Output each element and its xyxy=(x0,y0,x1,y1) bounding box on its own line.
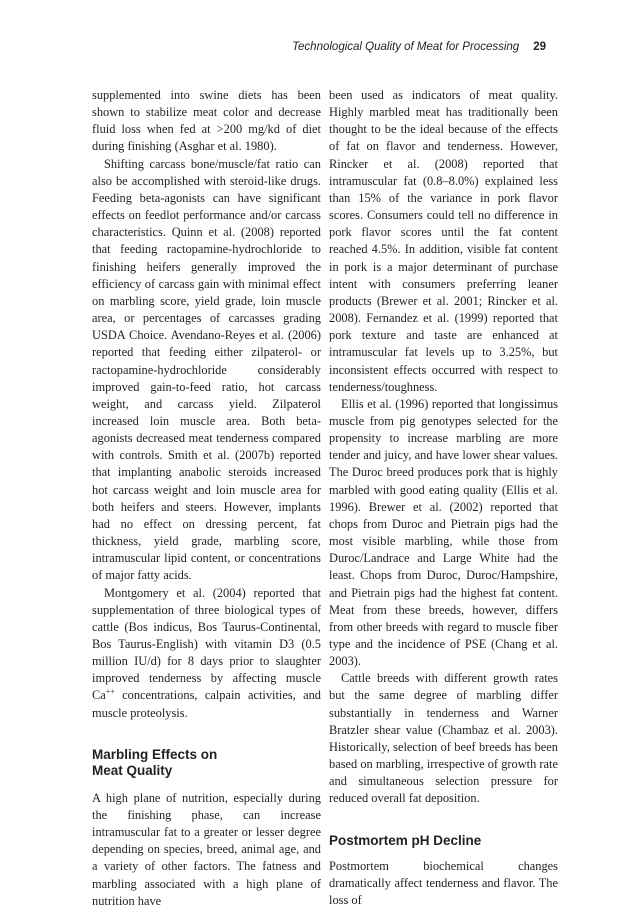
paragraph-text: Montgomery et al. (2004) reported that supplementation of three biological types of cattle (Bos indicus, Bos Taurus-Continental, Bos Taurus-English) with vitamin D3 (0.5 million IU/d) for 8 days prior to slaughter improved tenderness by affecting muscle Ca xyxy=(92,585,321,703)
right-column xyxy=(329,87,558,910)
section-heading-marbling xyxy=(92,747,321,780)
heading-line: Marbling Effects on xyxy=(92,746,218,762)
heading-line: Meat Quality xyxy=(92,763,173,779)
page-number: 29 xyxy=(533,41,546,53)
running-head xyxy=(92,40,546,54)
superscript-charge: ++ xyxy=(105,687,115,697)
paragraph xyxy=(92,585,321,722)
paragraph: supplemented into swine diets has been shown to stabilize meat color and decrease fluid loss when fed at >200 mg/kd of diet during finishing (Asghar et al. 1980). xyxy=(92,88,321,154)
paragraph: Ellis et al. (1996) reported that longissimus muscle from pig genotypes selected for the propensity to increase marbling are more tender and juicy, and have lower shear values. The Duroc breed produces pork that is highly marbled with good eating quality (Ellis et al. 1996). Brewer et al. (2002) reported that chops from Duroc and Pietrain pigs had the most visible marbling, while those from Duroc/Landrace and Large White had the least. Chops from Duroc, Duroc/Hampshire, and Pietrain pigs had the highest fat content. Meat from these breeds, however, differs from other breeds with regard to muscle fiber type and the incidence of PSE (Chang et al. 2003). xyxy=(329,396,558,669)
paragraph: A high plane of nutrition, especially during the finishing phase, can increase intramuscular fat to a greater or lesser degree depending on species, breed, animal age, and a variety of other factors. The fatness and marbling associated with a high plane of nutrition have xyxy=(92,790,321,908)
section-heading-postmortem-ph: Postmortem pH Decline xyxy=(329,832,482,848)
running-title: Technological Quality of Meat for Processing xyxy=(292,41,520,53)
paragraph: been used as indicators of meat quality. Highly marbled meat has traditionally been thought to be the ideal because of the effects of fat on flavor and tenderness. However, Rincker et al. (2008) reported that intramuscular fat (0.8–8.0%) explained less than 15% of the variance in pork flavor scores. Consumers could tell no difference in pork flavor scores until the fat content reached 4.5%. In addition, visible fat content in pork is a major determinant of purchase intent with consumers preferring leaner products (Brewer et al. 2001; Rincker et al. 2008). Fernandez et al. (1999) reported that pork texture and taste are enhanced at intramuscular fat levels up to 3.25%, but inconsistent effects occurred with respect to tenderness/toughness. xyxy=(329,88,558,394)
paragraph-text: concentrations, calpain activities, and muscle proteolysis. xyxy=(92,688,321,720)
paragraph: Cattle breeds with different growth rates but the same degree of marbling differ substantially in tenderness and Warner Bratzler shear value (Chambaz et al. 2003). Historically, selection of beef breeds has been based on marbling, irrespective of growth rate and simultaneous selection pressure for reduced overall fat deposition. xyxy=(329,671,558,806)
paragraph: Postmortem biochemical changes dramatically affect tenderness and flavor. The loss of xyxy=(329,859,558,908)
left-column xyxy=(92,87,321,910)
paragraph: Shifting carcass bone/muscle/fat ratio can also be accomplished with steroid-like drugs. Feeding beta-agonists can have significant effects on feedlot performance and/or carcass characteristics. Quinn et al. (2008) reported that feeding ractopamine-hydrochloride to finishing heifers generally improved the efficiency of carcass gain with minimal effect on marbling score, yield grade, loin muscle area, or percentages of carcasses grading USDA Choice. Avendano-Reyes et al. (2006) reported that feeding either zilpaterol- or ractopamine-hydrochloride considerably improved gain-to-feed ratio, hot carcass weight, and carcass yield. Zilpaterol increased loin muscle area. Both beta-agonists decreased meat tenderness compared with controls. Smith et al. (2007b) reported that implanting anabolic steroids increased hot carcass weight and loin muscle area for both heifers and steers. However, implants had no effect on dressing percent, fat thickness, yield grade, marbling score, intramuscular lipid content, or concentrations of major fatty acids. xyxy=(92,156,321,583)
